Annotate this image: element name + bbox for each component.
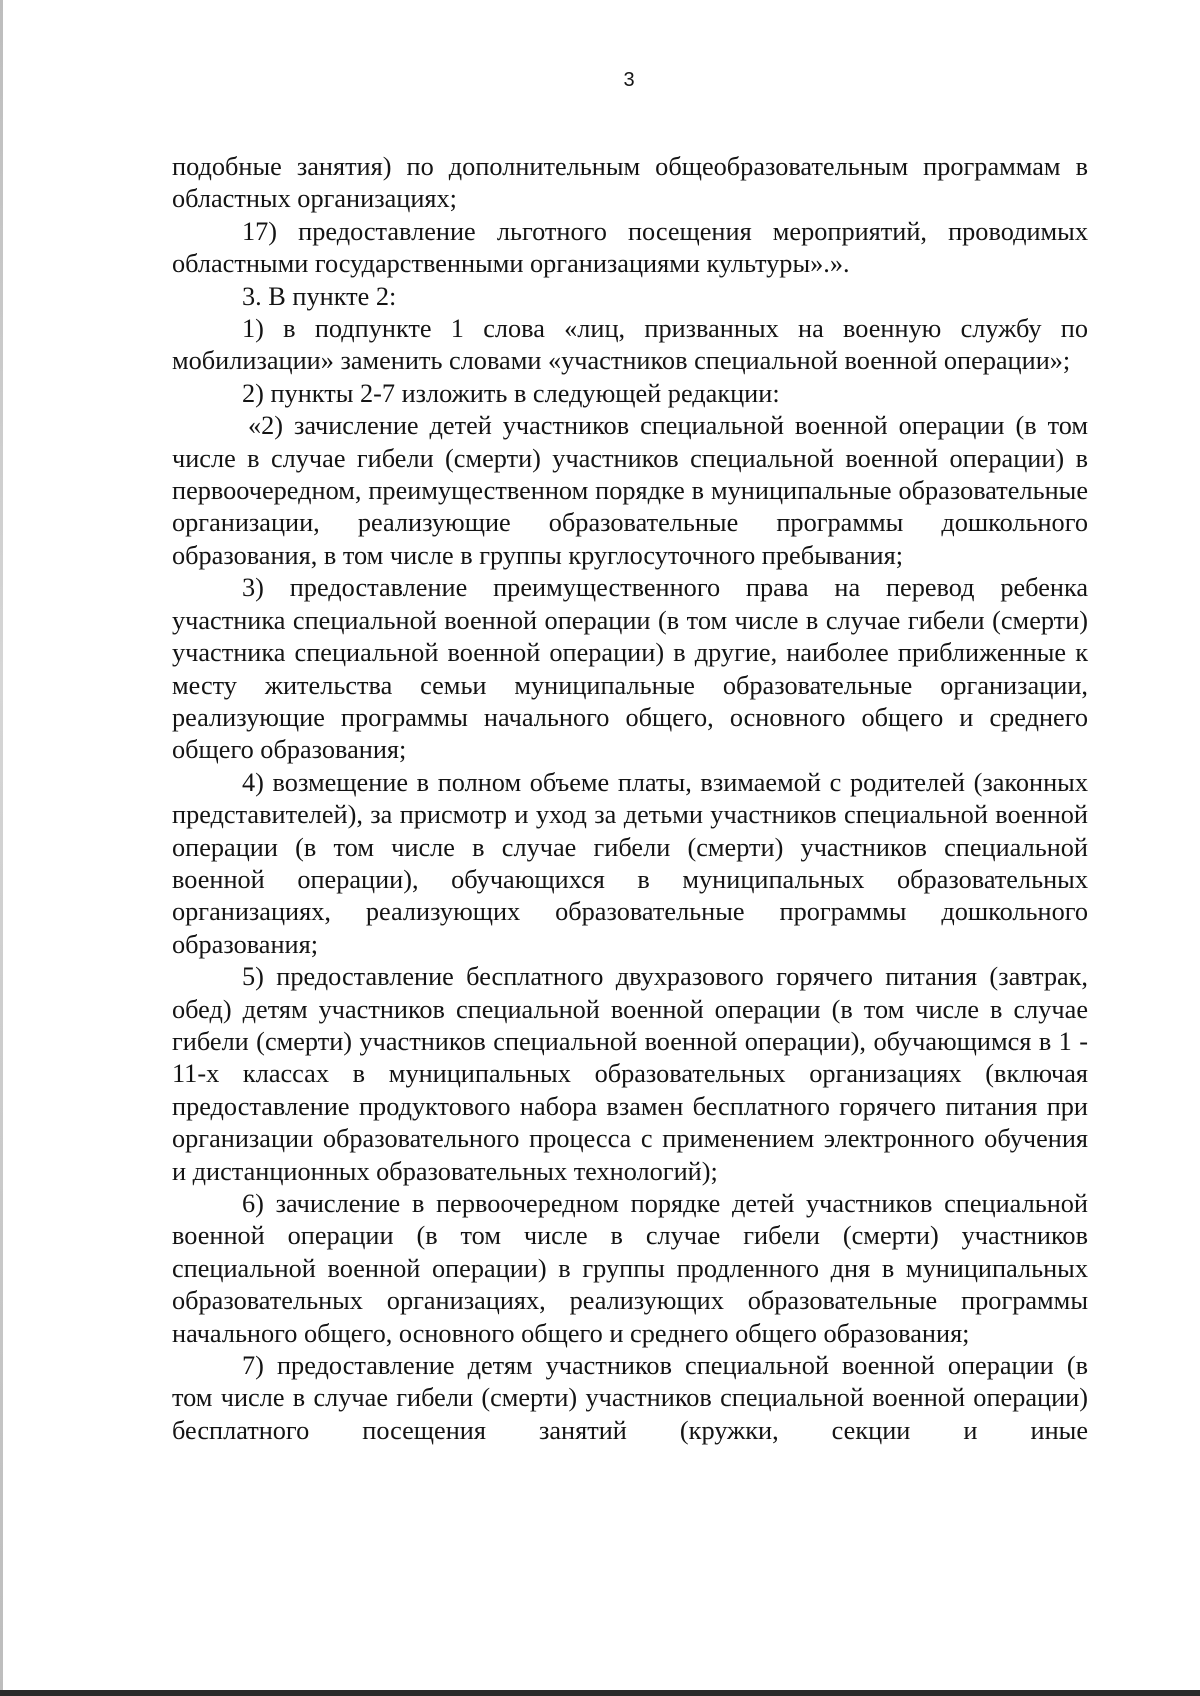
paragraph-subitem-1: 1) в подпункте 1 слова «лиц, призванных на военную службу по мобилизации» заменить словами «участников специальной военной операции»; — [172, 314, 1088, 376]
paragraph-item-17: 17) предоставление льготного посещения мероприятий, проводимых областными государственными организациями культуры».». — [172, 216, 1088, 279]
paragraph-subitem-2: 2) пункты 2-7 изложить в следующей редакции: — [242, 378, 780, 408]
paragraph-item-4: 4) возмещение в полном объеме платы, взимаемой с родителей (законных представителей), за присмотр и уход за детьми участников специальной военной операции (в том числе в случае гибели (смерти) участников специальной военной операции), обучающихся в муниципальных образовательных организациях, реализующих образовательные программы дошкольного образования; — [172, 767, 1088, 959]
paragraph-continuation: подобные занятия) по дополнительным общеобразовательным программам в областных организациях; — [172, 152, 1088, 214]
paragraph-item-2: «2) зачисление детей участников специальной военной операции (в том числе в случае гибели (смерти) участников специальной военной операции) в первоочередном, преимущественном порядке в муниципальные образовательные организации, реализующие образовательные программы дошкольного образования, в том числе в группы круглосуточного пребывания; — [172, 411, 1088, 570]
document-body — [172, 151, 1088, 1447]
scan-bottom-edge — [0, 1690, 1200, 1696]
paragraph-item-5: 5) предоставление бесплатного двухразового горячего питания (завтрак, обед) детям участников специальной военной операции (в том числе в случае гибели (смерти) участников специальной военной операции), обучающимся в 1 - 11-х классах в муниципальных образовательных организациях (включая предоставление продуктового набора взамен бесплатного горячего питания при организации образовательного процесса с применением электронного обучения и дистанционных образовательных технологий); — [172, 962, 1088, 1186]
scan-left-edge — [0, 0, 3, 1696]
paragraph-item-6: 6) зачисление в первоочередном порядке детей участников специальной военной операции (в том числе в случае гибели (смерти) участников специальной военной операции) в группы продленного дня в муниципальных образовательных организациях, реализующих образовательные программы начального общего, основного общего и среднего общего образования; — [172, 1189, 1088, 1348]
paragraph-item-3: 3) предоставление преимущественного права на перевод ребенка участника специальной военной операции (в том числе в случае гибели (смерти) участника специальной военной операции) в другие, наиболее приближенные к месту жительства семьи муниципальные образовательные организации, реализующие программы начального общего, основного общего и среднего общего образования; — [172, 573, 1088, 765]
page-number: 3 — [623, 69, 635, 91]
paragraph-section-3: 3. В пункте 2: — [242, 281, 397, 311]
paragraph-item-7: 7) предоставление детям участников специальной военной операции (в том числе в случае гибели (смерти) участников специальной военной операции) бесплатного посещения занятий (кружки, секции и иные — [172, 1351, 1088, 1445]
